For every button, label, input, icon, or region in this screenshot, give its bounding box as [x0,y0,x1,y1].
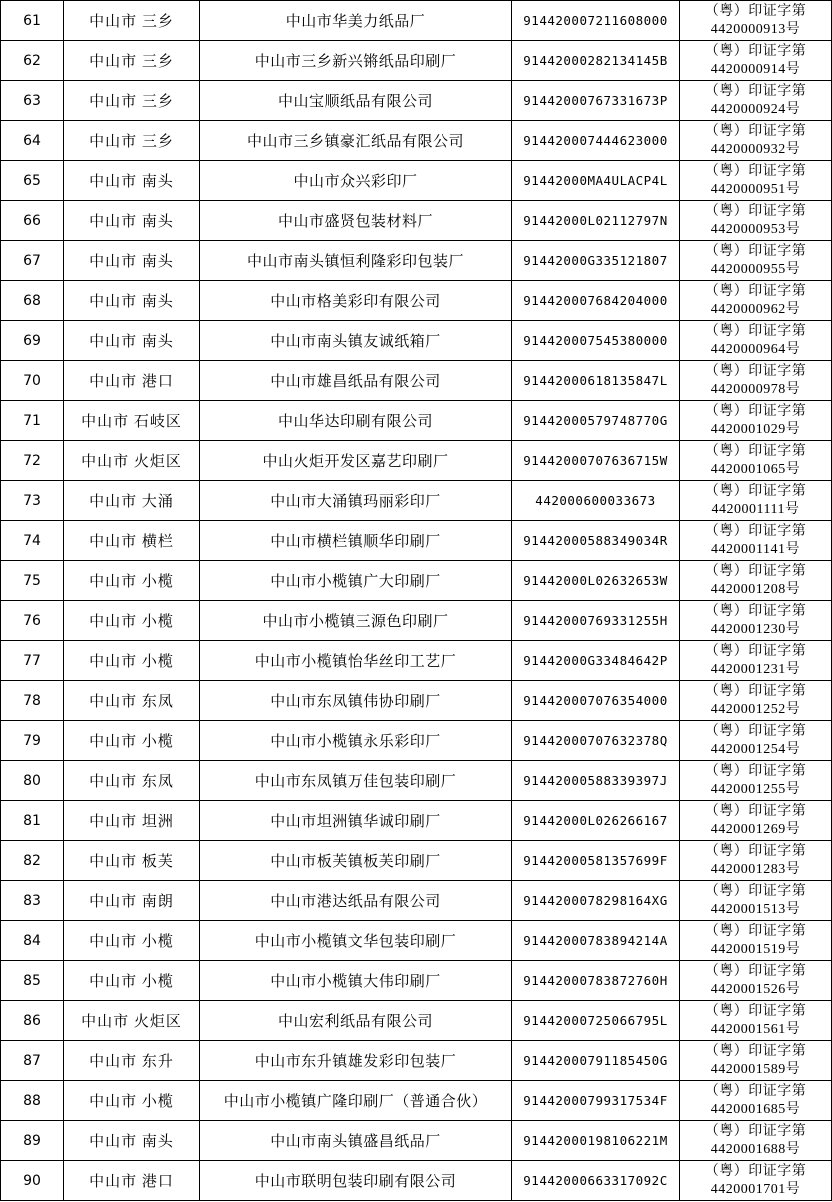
row-number-cell: 85 [1,961,64,1001]
row-number-cell: 80 [1,761,64,801]
table-row [1,81,832,121]
license-cell [680,961,832,1001]
credit-code-cell: 91442000663317092C [512,1161,680,1201]
license-number: 4420001231号 [710,661,801,677]
credit-code-cell: 91442000791185450G [512,1041,680,1081]
table-row [1,641,832,681]
company-name-cell: 中山市南头镇友诚纸箱厂 [200,321,512,361]
credit-code-cell: 91442000282134145B [512,41,680,81]
license-prefix: （粤）印证字第 [704,1003,807,1019]
table-row [1,1081,832,1121]
license-cell [680,1121,832,1161]
credit-code-cell: 91442000783872760H [512,961,680,1001]
company-name-cell: 中山市板芙镇板芙印刷厂 [200,841,512,881]
company-name-cell: 中山市港达纸品有限公司 [200,881,512,921]
license-prefix: （粤）印证字第 [704,1083,807,1099]
license-prefix: （粤）印证字第 [704,643,807,659]
location-cell: 中山市 东凤 [64,761,200,801]
row-number-cell: 66 [1,201,64,241]
license-prefix: （粤）印证字第 [704,443,807,459]
location-cell: 中山市 南头 [64,161,200,201]
table-row [1,1,832,41]
license-number: 4420001269号 [710,821,801,837]
license-cell [680,1001,832,1041]
credit-code-cell: 914420007684204000 [512,281,680,321]
row-number-cell: 86 [1,1001,64,1041]
license-cell [680,921,832,961]
location-cell: 中山市 南朗 [64,881,200,921]
location-cell: 中山市 南头 [64,321,200,361]
location-cell: 中山市 三乡 [64,81,200,121]
row-number-cell: 84 [1,921,64,961]
license-number: 4420000913号 [710,21,801,37]
license-cell [680,241,832,281]
credit-code-cell: 91442000L026266167 [512,801,680,841]
table-row [1,841,832,881]
credit-code-cell: 91442000198106221M [512,1121,680,1161]
license-cell [680,641,832,681]
table-row [1,441,832,481]
row-number-cell: 77 [1,641,64,681]
credit-code-cell: 91442000767331673P [512,81,680,121]
company-name-cell: 中山市东凤镇伟协印刷厂 [200,681,512,721]
location-cell: 中山市 南头 [64,281,200,321]
row-number-cell: 76 [1,601,64,641]
license-number: 4420001701号 [710,1181,801,1197]
location-cell: 中山市 南头 [64,201,200,241]
license-number: 4420001065号 [710,461,801,477]
location-cell: 中山市 板芙 [64,841,200,881]
license-number: 4420000964号 [710,341,801,357]
company-name-cell: 中山市小榄镇广隆印刷厂（普通合伙） [200,1081,512,1121]
license-cell [680,281,832,321]
row-number-cell: 90 [1,1161,64,1201]
company-name-cell: 中山火炬开发区嘉艺印刷厂 [200,441,512,481]
license-cell [680,801,832,841]
credit-code-cell: 91442000G33484642P [512,641,680,681]
table-row [1,481,832,521]
credit-code-cell: 91442000L02632653W [512,561,680,601]
license-prefix: （粤）印证字第 [704,883,807,899]
license-cell [680,161,832,201]
license-prefix: （粤）印证字第 [704,123,807,139]
company-name-cell: 中山市三乡镇豪汇纸品有限公司 [200,121,512,161]
license-prefix: （粤）印证字第 [704,723,807,739]
credit-code-cell: 91442000MA4ULACP4L [512,161,680,201]
license-prefix: （粤）印证字第 [704,203,807,219]
license-number: 4420001254号 [710,741,801,757]
row-number-cell: 79 [1,721,64,761]
table-row [1,121,832,161]
table-row [1,161,832,201]
license-prefix: （粤）印证字第 [704,43,807,59]
license-cell [680,521,832,561]
license-cell [680,481,832,521]
row-number-cell: 61 [1,1,64,41]
row-number-cell: 87 [1,1041,64,1081]
license-number: 4420001141号 [711,541,800,557]
license-number: 4420001255号 [710,781,801,797]
license-number: 4420001526号 [710,981,801,997]
table-row [1,761,832,801]
license-number: 4420001252号 [710,701,801,717]
location-cell: 中山市 南头 [64,1121,200,1161]
license-number: 4420000962号 [710,301,801,317]
row-number-cell: 62 [1,41,64,81]
credit-code-cell: 91442000799317534F [512,1081,680,1121]
license-cell [680,441,832,481]
license-cell [680,201,832,241]
credit-code-cell: 91442000588339397J [512,761,680,801]
company-name-cell: 中山市小榄镇广大印刷厂 [200,561,512,601]
credit-code-cell: 91442000L02112797N [512,201,680,241]
location-cell: 中山市 东凤 [64,681,200,721]
credit-code-cell: 91442000769331255H [512,601,680,641]
table-row [1,1041,832,1081]
license-prefix: （粤）印证字第 [704,803,807,819]
license-number: 4420000955号 [710,261,801,277]
company-name-cell: 中山市南头镇盛昌纸品厂 [200,1121,512,1161]
credit-code-cell: 91442000783894214A [512,921,680,961]
row-number-cell: 89 [1,1121,64,1161]
license-number: 4420000953号 [710,221,801,237]
company-name-cell: 中山市格美彩印有限公司 [200,281,512,321]
company-name-cell: 中山市横栏镇顺华印刷厂 [200,521,512,561]
license-number: 4420001589号 [710,1061,801,1077]
license-prefix: （粤）印证字第 [704,763,807,779]
table-row [1,881,832,921]
license-prefix: （粤）印证字第 [704,3,807,19]
credit-code-cell: 9144200078298164XG [512,881,680,921]
company-name-cell: 中山市众兴彩印厂 [200,161,512,201]
row-number-cell: 70 [1,361,64,401]
location-cell: 中山市 港口 [64,361,200,401]
license-cell [680,1161,832,1201]
table-row [1,401,832,441]
credit-code-cell: 442000600033673 [512,481,680,521]
location-cell: 中山市 三乡 [64,41,200,81]
license-cell [680,361,832,401]
license-number: 4420001561号 [710,1021,801,1037]
location-cell: 中山市 小榄 [64,641,200,681]
license-cell [680,1,832,41]
license-number: 4420001685号 [710,1101,801,1117]
license-prefix: （粤）印证字第 [704,523,807,539]
license-number: 4420001519号 [710,941,801,957]
license-number: 4420000914号 [710,61,801,77]
license-cell [680,1041,832,1081]
credit-code-cell: 91442000588349034R [512,521,680,561]
license-cell [680,841,832,881]
table-row [1,201,832,241]
location-cell: 中山市 小榄 [64,961,200,1001]
table-row [1,681,832,721]
location-cell: 中山市 火炬区 [64,1001,200,1041]
company-name-cell: 中山市小榄镇文华包装印刷厂 [200,921,512,961]
license-number: 4420001513号 [710,901,801,917]
location-cell: 中山市 小榄 [64,561,200,601]
location-cell: 中山市 横栏 [64,521,200,561]
table-row [1,241,832,281]
license-number: 4420000924号 [710,101,801,117]
company-name-cell: 中山宏利纸品有限公司 [200,1001,512,1041]
row-number-cell: 65 [1,161,64,201]
row-number-cell: 81 [1,801,64,841]
location-cell: 中山市 港口 [64,1161,200,1201]
credit-code-cell: 91442000G335121807 [512,241,680,281]
company-name-cell: 中山市联明包装印刷有限公司 [200,1161,512,1201]
company-name-cell: 中山宝顺纸品有限公司 [200,81,512,121]
row-number-cell: 83 [1,881,64,921]
license-number: 4420001208号 [710,581,801,597]
table-row [1,281,832,321]
location-cell: 中山市 三乡 [64,1,200,41]
license-cell [680,561,832,601]
table-row [1,1121,832,1161]
location-cell: 中山市 小榄 [64,921,200,961]
license-prefix: （粤）印证字第 [704,1043,807,1059]
table-row [1,561,832,601]
license-number: 4420001230号 [710,621,801,637]
license-prefix: （粤）印证字第 [704,243,807,259]
location-cell: 中山市 火炬区 [64,441,200,481]
license-cell [680,761,832,801]
license-cell [680,881,832,921]
license-number: 4420000978号 [710,381,801,397]
row-number-cell: 67 [1,241,64,281]
license-prefix: （粤）印证字第 [704,1163,807,1179]
row-number-cell: 82 [1,841,64,881]
license-cell [680,601,832,641]
license-number: 4420001283号 [710,861,801,877]
license-prefix: （粤）印证字第 [704,963,807,979]
license-prefix: （粤）印证字第 [704,1123,807,1139]
row-number-cell: 73 [1,481,64,521]
license-number: 4420000951号 [710,181,801,197]
table-row [1,321,832,361]
license-cell [680,41,832,81]
row-number-cell: 63 [1,81,64,121]
row-number-cell: 74 [1,521,64,561]
company-name-cell: 中山市东升镇雄发彩印包装厂 [200,1041,512,1081]
license-prefix: （粤）印证字第 [704,283,807,299]
location-cell: 中山市 小榄 [64,1081,200,1121]
license-prefix: （粤）印证字第 [704,603,807,619]
credit-code-cell: 91442000618135847L [512,361,680,401]
table-row [1,801,832,841]
company-name-cell: 中山市小榄镇三源色印刷厂 [200,601,512,641]
table-row [1,41,832,81]
license-prefix: （粤）印证字第 [704,323,807,339]
license-cell [680,321,832,361]
license-prefix: （粤）印证字第 [704,483,807,499]
location-cell: 中山市 大涌 [64,481,200,521]
license-cell [680,681,832,721]
company-name-cell: 中山市小榄镇怡华丝印工艺厂 [200,641,512,681]
row-number-cell: 72 [1,441,64,481]
row-number-cell: 75 [1,561,64,601]
company-name-cell: 中山市大涌镇玛丽彩印厂 [200,481,512,521]
row-number-cell: 68 [1,281,64,321]
company-name-cell: 中山市南头镇恒利隆彩印包装厂 [200,241,512,281]
license-prefix: （粤）印证字第 [704,163,807,179]
row-number-cell: 78 [1,681,64,721]
table-row [1,961,832,1001]
table-row [1,1001,832,1041]
location-cell: 中山市 坦洲 [64,801,200,841]
license-number: 4420000932号 [710,141,801,157]
license-prefix: （粤）印证字第 [704,923,807,939]
location-cell: 中山市 东升 [64,1041,200,1081]
location-cell: 中山市 小榄 [64,721,200,761]
license-cell [680,721,832,761]
company-name-cell: 中山市华美力纸品厂 [200,1,512,41]
table-row [1,361,832,401]
company-name-cell: 中山市盛贤包装材料厂 [200,201,512,241]
table-row [1,921,832,961]
license-number: 4420001111号 [711,501,800,517]
license-prefix: （粤）印证字第 [704,843,807,859]
credit-code-cell: 91442000579748770G [512,401,680,441]
table-row [1,601,832,641]
credit-code-cell: 914420007545380000 [512,321,680,361]
credit-code-cell: 914420007444623000 [512,121,680,161]
table-row [1,521,832,561]
company-name-cell: 中山市东凤镇万佳包装印刷厂 [200,761,512,801]
row-number-cell: 88 [1,1081,64,1121]
license-number: 4420001688号 [710,1141,801,1157]
company-name-cell: 中山市小榄镇大伟印刷厂 [200,961,512,1001]
company-name-cell: 中山市三乡新兴锵纸品印刷厂 [200,41,512,81]
row-number-cell: 69 [1,321,64,361]
license-prefix: （粤）印证字第 [704,563,807,579]
location-cell: 中山市 南头 [64,241,200,281]
table-body [1,1,832,1201]
row-number-cell: 64 [1,121,64,161]
license-prefix: （粤）印证字第 [704,403,807,419]
location-cell: 中山市 石岐区 [64,401,200,441]
credit-code-cell: 914420007076354000 [512,681,680,721]
row-number-cell: 71 [1,401,64,441]
license-prefix: （粤）印证字第 [704,683,807,699]
license-cell [680,121,832,161]
license-cell [680,81,832,121]
credit-code-cell: 91442000707636715W [512,441,680,481]
license-cell [680,401,832,441]
license-prefix: （粤）印证字第 [704,363,807,379]
location-cell: 中山市 三乡 [64,121,200,161]
table-row [1,1161,832,1201]
table-row [1,721,832,761]
license-prefix: （粤）印证字第 [704,83,807,99]
credit-code-cell: 91442000581357699F [512,841,680,881]
company-name-cell: 中山市小榄镇永乐彩印厂 [200,721,512,761]
credit-code-cell: 914420007211608000 [512,1,680,41]
credit-code-cell: 91442000707632378Q [512,721,680,761]
company-name-cell: 中山市坦洲镇华诚印刷厂 [200,801,512,841]
license-cell [680,1081,832,1121]
credit-code-cell: 91442000725066795L [512,1001,680,1041]
company-name-cell: 中山华达印刷有限公司 [200,401,512,441]
company-name-cell: 中山市雄昌纸品有限公司 [200,361,512,401]
license-number: 4420001029号 [710,421,801,437]
location-cell: 中山市 小榄 [64,601,200,641]
